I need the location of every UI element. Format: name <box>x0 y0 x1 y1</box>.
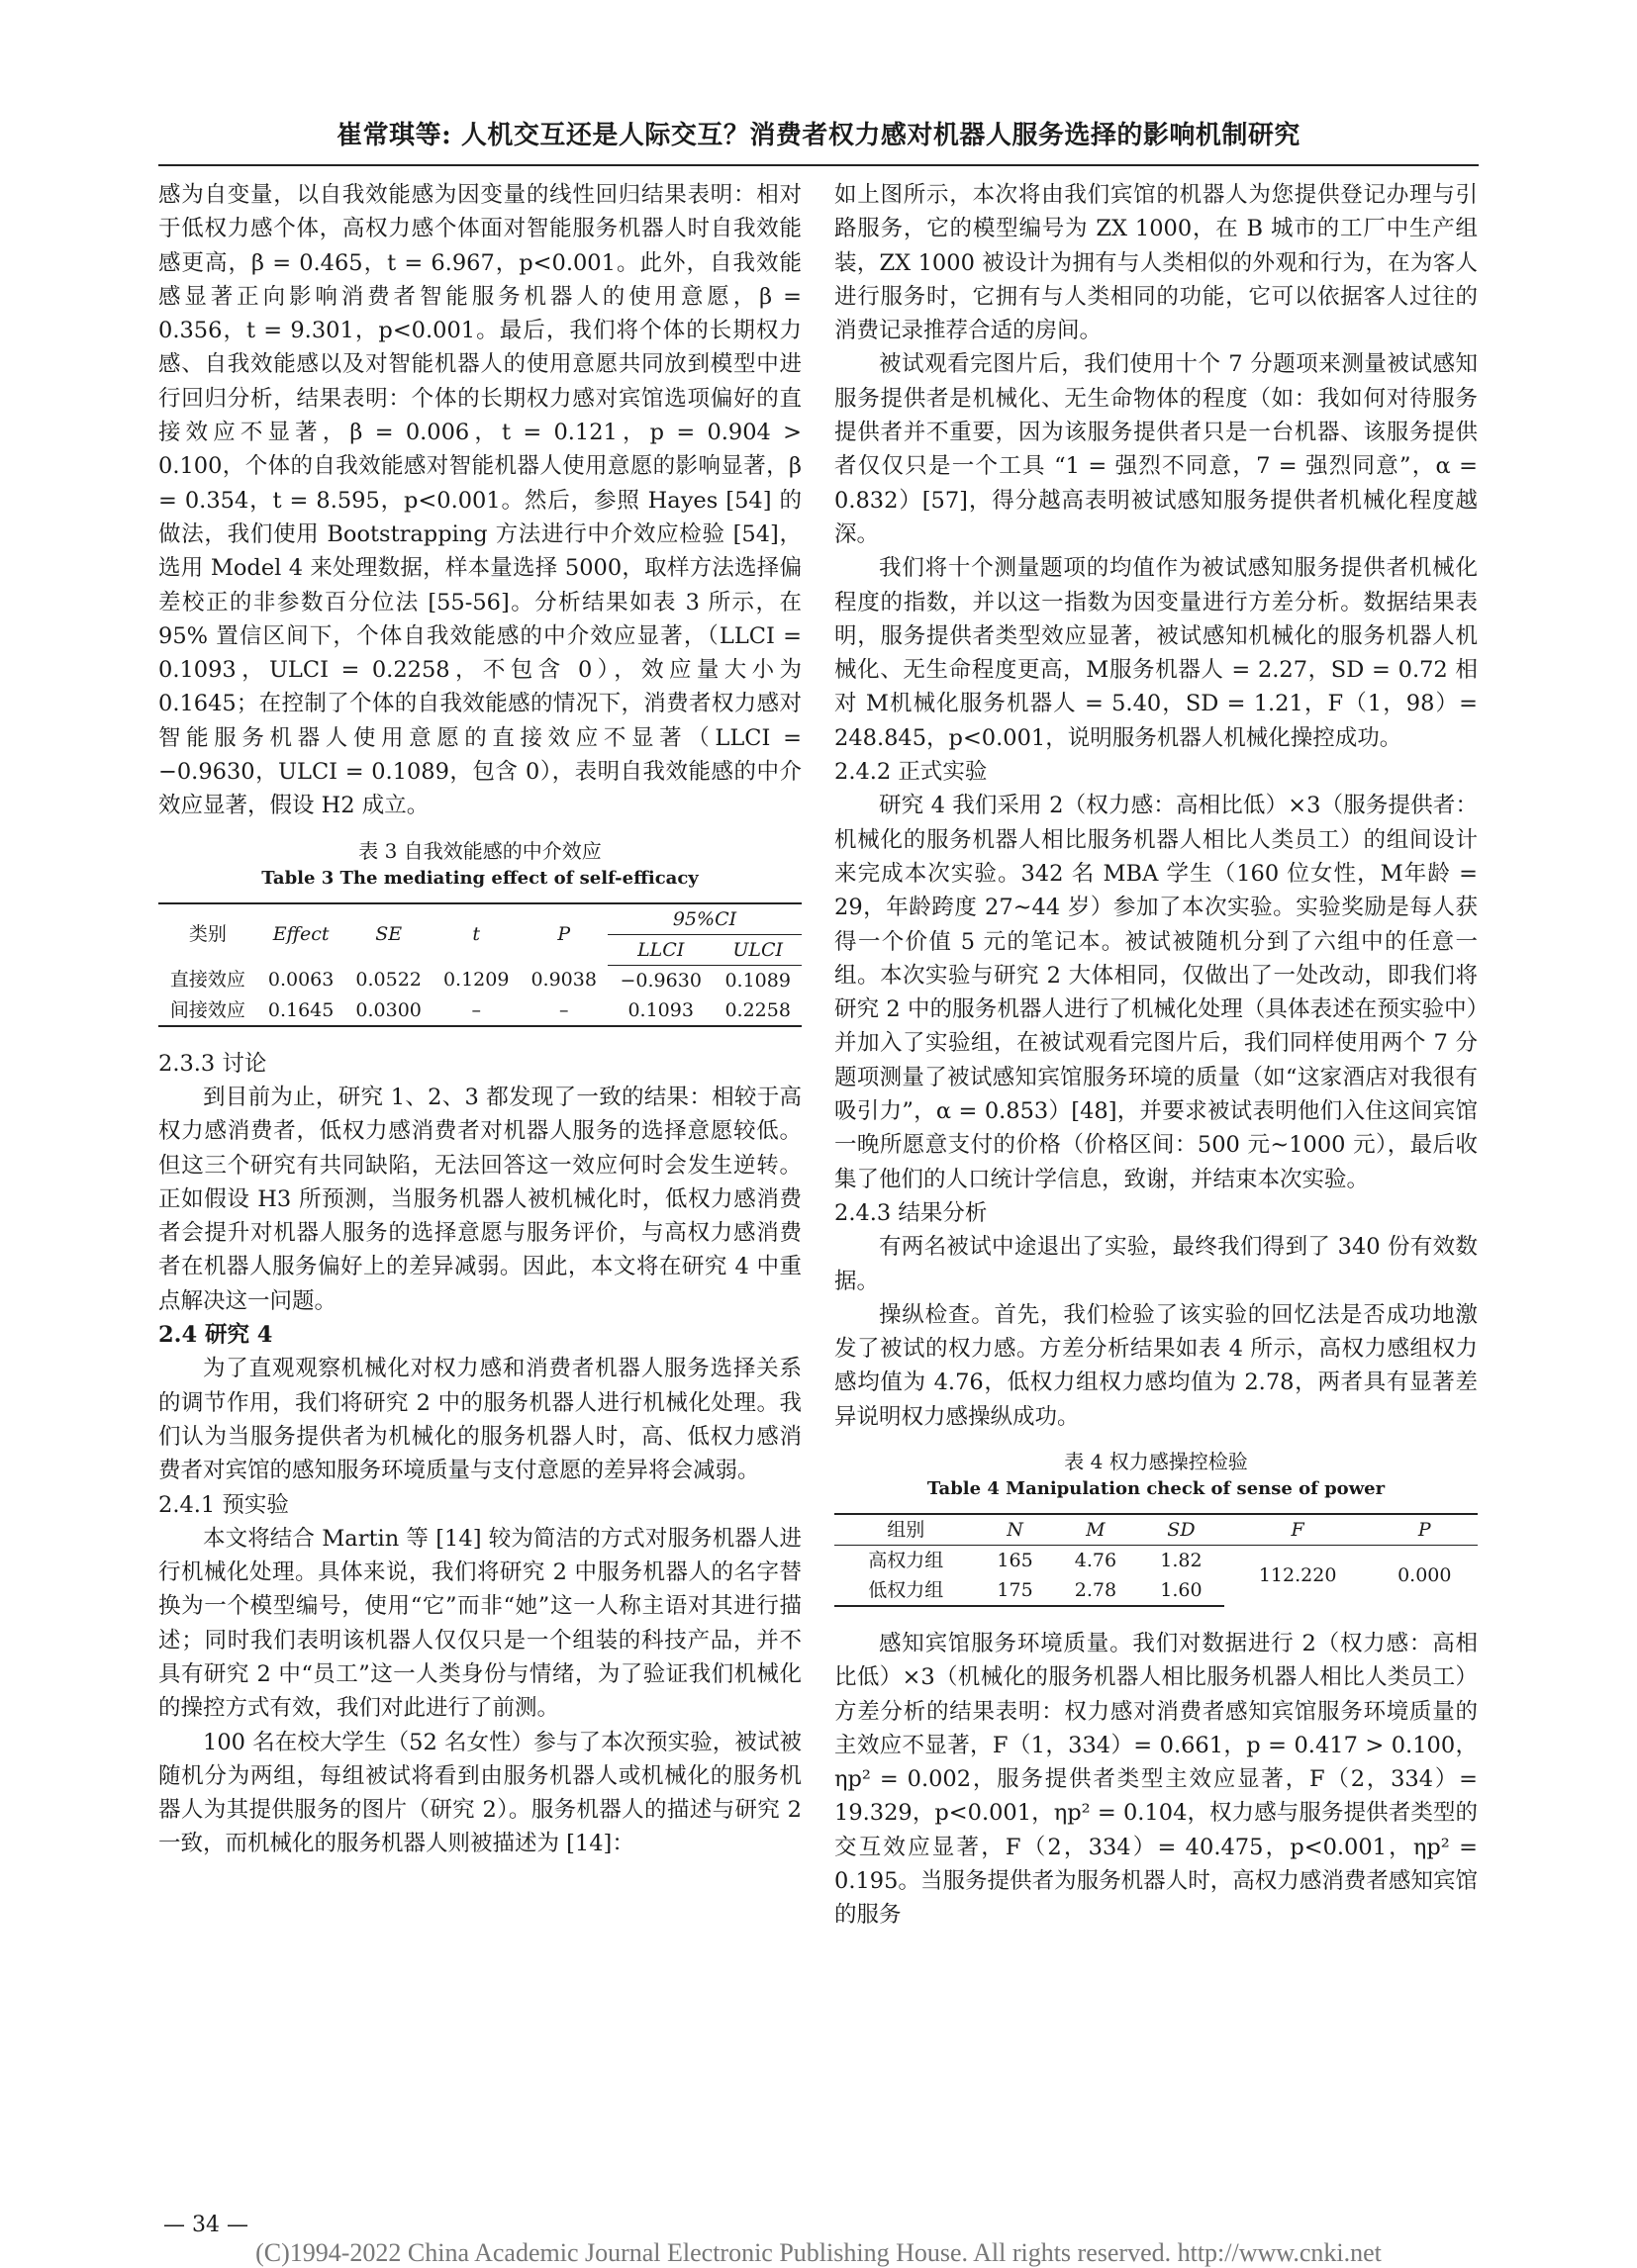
table-header: SE <box>344 903 433 966</box>
table-header: F <box>1224 1514 1372 1546</box>
table-cell: 0.2258 <box>714 995 802 1026</box>
right-column <box>834 178 1478 1933</box>
table-header: 类别 <box>158 903 257 966</box>
paragraph: 本文将结合 Martin 等 [14] 较为简洁的方式对服务机器人进行机械化处理。具体来说，我们将研究 2 中服务机器人的名字替换为一个模型编号，使用“它”而非“她”这一人称主语对其进行描述；同时我们表明该机器人仅仅只是一个组装的科技产品，并不具有研究 2 中“员工”这一人类身份与情绪，为了验证我们机械化的操控方式有效，我们对此进行了前测。 <box>158 1525 802 1722</box>
table-cell: −0.9630 <box>620 969 702 992</box>
table-cell: 高权力组 <box>868 1549 944 1571</box>
table-cell: 0.000 <box>1397 1564 1452 1587</box>
table4-caption-en: Table 4 Manipulation check of sense of power <box>926 1477 1386 1499</box>
paragraph: 我们将十个测量题项的均值作为被试感知服务提供者机械化程度的指数，并以这一指数为因变量进行方差分析。数据结果表明，服务提供者类型效应显著，被试感知机械化的服务机器人机械化、无生命程度更高，M服务机器人 = 2.27，SD = 0.72 相对 M机械化服务机器人 = 5.40，SD = 1.21，F（1，98）= 248.845，p<0.001，说明服务机器人机械化操控成功。 <box>834 555 1478 751</box>
paragraph: 感为自变量，以自我效能感为因变量的线性回归结果表明：相对于低权力感个体，高权力感个体面对智能服务机器人时自我效能感更高，β = 0.465，t = 6.967，p<0.001。此外，自我效能感显著正向影响消费者智能服务机器人的使用意愿，β = 0.356，t = 9.301，p<0.001。最后，我们将个体的长期权力感、自我效能感以及对智能机器人的使用意愿共同放到模型中进行回归分析，结果表明：个体的长期权力感对宾馆选项偏好的直接效应不显著，β = 0.006，t = 0.121，p = 0.904 > 0.100，个体的自我效能感对智能机器人使用意愿的影响显著，β = 0.354，t = 8.595，p<0.001。然后，参照 Hayes [54] 的做法，我们使用 Bootstrapping 方法进行中介效应检验 [54]，选用 Model 4 来处理数据，样本量选择 5000，取样方法选择偏差校正的非参数百分位法 [55-56]。分析结果如表 3 所示，在 95% 置信区间下，个体自我效能感的中介效应显著，（LLCI = 0.1093，ULCI = 0.2258，不包含 0），效应量大小为 0.1645；在控制了个体的自我效能感的情况下，消费者权力感对智能服务机器人使用意愿的直接效应不显著（LLCI = −0.9630，ULCI = 0.1089，包含 0），表明自我效能感的中介效应显著，假设 H2 成立。 <box>158 182 802 819</box>
table-header: Effect <box>257 903 345 966</box>
table3-caption-cn: 表 3 自我效能感的中介效应 <box>358 838 602 863</box>
table-header: 95%CI <box>608 903 802 935</box>
table-cell: 175 <box>978 1575 1053 1606</box>
table-cell: 0.1089 <box>724 969 791 992</box>
table-cell: 0.0063 <box>267 969 335 992</box>
table-cell: 低权力组 <box>834 1575 978 1606</box>
running-title: 崔常琪等: 人机交互还是人际交互？消费者权力感对机器人服务选择的影响机制研究 <box>337 121 1300 150</box>
section-heading: 2.4.1 预实验 <box>158 1491 289 1518</box>
copyright-footer: (C)1994-2022 China Academic Journal Electronic Publishing House. All rights reserved. http://www.cnki.net <box>255 2238 1382 2267</box>
table-header: N <box>978 1514 1053 1546</box>
table3-caption-en: Table 3 The mediating effect of self-efficacy <box>261 867 699 889</box>
paragraph: 到目前为止，研究 1、2、3 都发现了一致的结果：相较于高权力感消费者，低权力感消费者对机器人服务的选择意愿较低。但这三个研究有共同缺陷，无法回答这一效应何时会发生逆转。正如假设 H3 所预测，当服务机器人被机械化时，低权力感消费者会提升对机器人服务的选择意愿与服务评价，与高权力感消费者在机器人服务偏好上的差异减弱。因此，本文将在研究 4 中重点解决这一问题。 <box>158 1084 802 1314</box>
table-cell: 0.0522 <box>355 969 422 992</box>
table-subheader: ULCI <box>714 934 802 965</box>
table-header: t <box>433 903 521 966</box>
table-3 <box>158 902 802 1027</box>
table-header: SD <box>1138 1514 1224 1546</box>
page-number: — 34 — <box>163 2213 248 2237</box>
table-cell: 间接效应 <box>158 995 257 1026</box>
table-cell: 0.9038 <box>530 969 597 992</box>
table-subheader: LLCI <box>608 934 714 965</box>
table-cell: 0.1093 <box>608 995 714 1026</box>
header-rule <box>158 164 1479 166</box>
table-cell: 4.76 <box>1074 1549 1117 1571</box>
paragraph: 被试观看完图片后，我们使用十个 7 分题项来测量被试感知服务提供者是机械化、无生命物体的程度（如：我如何对待服务提供者并不重要，因为该服务提供者只是一台机器、该服务提供者仅仅只是一个工具 “1 = 强烈不同意，7 = 强烈同意”，α = 0.832）[57]，得分越高表明被试感知服务提供者机械化程度越深。 <box>834 351 1478 547</box>
section-heading: 2.4.2 正式实验 <box>834 759 988 786</box>
paragraph: 如上图所示，本次将由我们宾馆的机器人为您提供登记办理与引路服务，它的模型编号为 ZX 1000，在 B 城市的工厂中生产组装，ZX 1000 被设计为拥有与人类相似的外观和行为，在为客人进行服务时，它拥有与人类相同的功能，它可以依据客人过往的消费记录推荐合适的房间。 <box>834 182 1478 344</box>
left-column <box>158 178 802 1861</box>
table-header: 组别 <box>834 1514 978 1546</box>
paragraph: 有两名被试中途退出了实验，最终我们得到了 340 份有效数据。 <box>834 1234 1478 1294</box>
section-heading: 2.4 研究 4 <box>158 1322 273 1349</box>
paragraph: 感知宾馆服务环境质量。我们对数据进行 2（权力感：高相比低）×3（机械化的服务机器人相比服务机器人相比人类员工）方差分析的结果表明：权力感对消费者感知宾馆服务环境质量的主效应不显著，F（1，334）= 0.661，p = 0.417 > 0.100，ηp² = 0.002，服务提供者类型主效应显著，F（2，334）= 19.329，p<0.001，ηp² = 0.104，权力感与服务提供者类型的交互效应显著，F（2，334）= 40.475，p<0.001，ηp² = 0.195。当服务提供者为服务机器人时，高权力感消费者感知宾馆的服务 <box>834 1630 1478 1929</box>
section-heading: 2.4.3 结果分析 <box>834 1199 988 1226</box>
table-4 <box>834 1513 1478 1607</box>
table-header: P <box>520 903 608 966</box>
paragraph: 为了直观观察机械化对权力感和消费者机器人服务选择关系的调节作用，我们将研究 2 中的服务机器人进行机械化处理。我们认为当服务提供者为机械化的服务机器人时，高、低权力感消费者对宾馆的感知服务环境质量与支付意愿的差异将会减弱。 <box>158 1356 802 1484</box>
table-row <box>158 995 802 1026</box>
table-cell: 1.82 <box>1160 1549 1203 1571</box>
table-row <box>834 1545 1478 1575</box>
table-cell: 1.60 <box>1138 1575 1224 1606</box>
table-cell: 0.1209 <box>442 969 510 992</box>
table-cell: 直接效应 <box>169 969 245 992</box>
table-row <box>158 965 802 995</box>
table-cell: 0.1645 <box>257 995 345 1026</box>
paragraph: 研究 4 我们采用 2（权力感：高相比低）×3（服务提供者：机械化的服务机器人相比服务机器人相比人类员工）的组间设计来完成本次实验。342 名 MBA 学生（160 位女性，M年龄 = 29，年龄跨度 27~44 岁）参加了本次实验。实验奖励是每人获得一个价值 5 元的笔记本。被试被随机分到了六组中的任意一组。本次实验与研究 2 大体相同，仅做出了一处改动，即我们将研究 2 中的服务机器人进行了机械化处理（具体表述在预实验中）并加入了实验组，在被试观看完图片后，我们同样使用两个 7 分题项测量了被试感知宾馆服务环境的质量（如“这家酒店对我很有吸引力”，α = 0.853）[48]，并要求被试表明他们入住这间宾馆一晚所愿意支付的价格（价格区间：500 元~1000 元），最后收集了他们的人口统计学信息，致谢，并结束本次实验。 <box>834 793 1478 1192</box>
paragraph: 操纵检查。首先，我们检验了该实验的回忆法是否成功地激发了被试的权力感。方差分析结果如表 4 所示，高权力感组权力感均值为 4.76，低权力组权力感均值为 2.78，两者具有显著差异说明权力感操纵成功。 <box>834 1301 1478 1430</box>
table-cell: 112.220 <box>1258 1564 1337 1587</box>
table-cell: 165 <box>997 1549 1033 1571</box>
table-header: P <box>1372 1514 1478 1546</box>
table-header: M <box>1053 1514 1139 1546</box>
table-cell: 0.0300 <box>344 995 433 1026</box>
table-cell: – <box>520 995 608 1026</box>
table-cell: – <box>433 995 521 1026</box>
paragraph: 100 名在校大学生（52 名女性）参与了本次预实验，被试被随机分为两组，每组被试将看到由服务机器人或机械化的服务机器人为其提供服务的图片（研究 2）。服务机器人的描述与研究 2 一致，而机械化的服务机器人则被描述为 [14]： <box>158 1729 802 1857</box>
section-heading: 2.3.3 讨论 <box>158 1050 267 1077</box>
table4-caption-cn: 表 4 权力感操控检验 <box>1064 1449 1248 1473</box>
table-cell: 2.78 <box>1053 1575 1139 1606</box>
